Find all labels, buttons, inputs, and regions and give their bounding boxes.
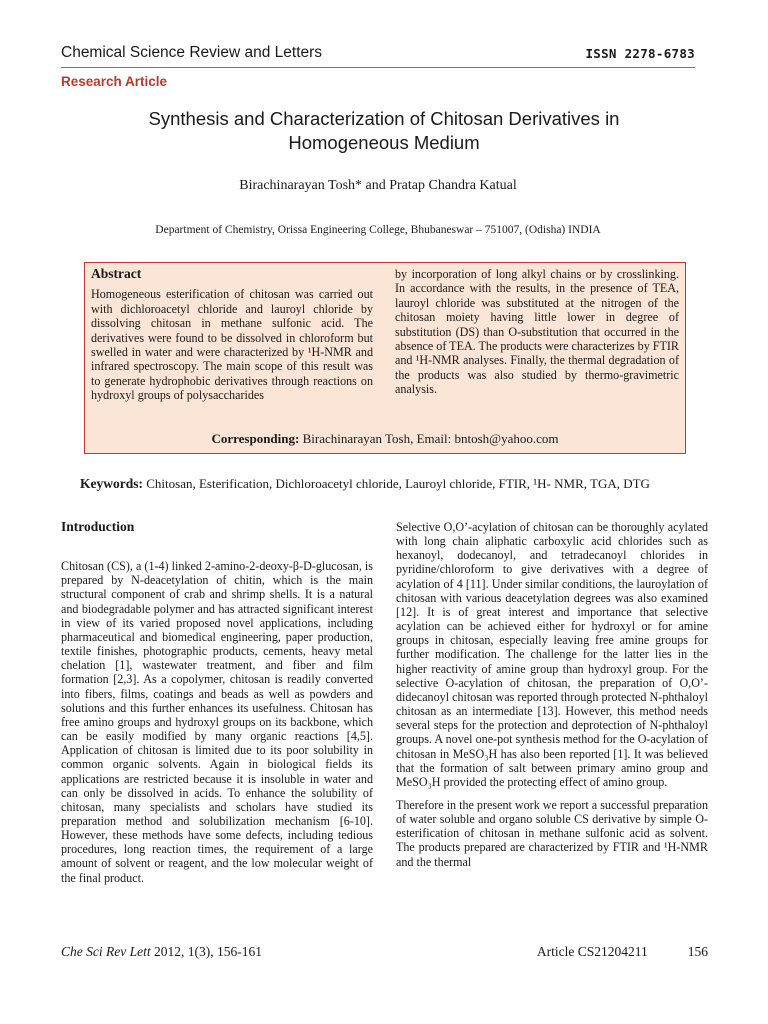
intro-paragraph-1: Chitosan (CS), a (1-4) linked 2-amino-2-deoxy-β-D-glucosan, is prepared by N-deacetylation of chitin, which is the main structural component of crab and shrimp shells. It is a natural and biodegradable polymer and has attracted significant interest in view of its varied proposed novel applications, including pharmaceutical and biomedical engineering, paper production, textile finishes, photographic products, cements, heavy metal chelation [1], wastewater treatment, and fiber and film formation [2,3]. As a copolymer, chitosan is readily converted into fibers, films, coatings and beads as well as powders and solutions and this further enhances its usefulness. Chitosan has free amino groups and hydroxyl groups on its backbone, which can be easily modified by many organic reactions [4,5]. Application of chitosan is limited due to its poor solubility in common organic solvents. Again in biological fields its applications are restricted because it is insoluble in water and can only be dissolved in acids. To enhance the solubility of chitosan, many specialists and scholars have studied its preparation method and solubilization mechanism [6-10]. However, these methods have some defects, including tedious procedures, long reaction times, the requirement of a large amount of solvent or reagent, and the low molecular weight of the final product. <box>61 559 373 885</box>
keywords-label: Keywords: <box>80 476 143 491</box>
body-left-column <box>61 520 373 885</box>
intro-paragraph-2: Selective O,O’-acylation of chitosan can be thoroughly acylated with long chain aliphatic carboxylic acid chlorides such as hexanoyl, dodecanoyl, and tetradecanoyl chlorides in pyridine/chloroform to give derivatives with a degree of acylation of 4 [11]. Under similar conditions, the lauroylation of chitosan with various deacetylation degrees was also examined [12]. It is of great interest and importance that selective acylation can be achieved either for hydroxyl or for amine groups in chitosan, especially leaving free amine groups for further modification. The challenge for the latter lies in the higher reactivity of amine group than hydroxyl group. For the selective O-acylation of chitosan, the preparation of O,O’- didecanoyl chitosan was reported through protected N-phthaloyl chitosan as an intermediate [13]. However, this method needs several steps for the protection and deprotection of N-phthaloyl groups. A novel one-pot synthesis method for the O-acylation of chitosan in MeSO₃H has also been reported [1]. It was believed that the formation of salt between primary amino group and MeSO₃H provided the protecting effect of amino group. <box>396 520 708 789</box>
abstract-text-left: Homogeneous esterification of chitosan was carried out with dichloroacetyl chloride and lauroyl chloride by dissolving chitosan in methane sulfonic acid. The derivatives were found to be dissolved in chloroform but swelled in water and were characterized by ¹H-NMR and infrared spectroscopy. The main scope of this result was to generate hydrophobic derivatives through reactions on hydroxyl groups of polysaccharides <box>91 287 373 403</box>
corresponding-email: Birachinarayan Tosh, Email: bntosh@yahoo.com <box>302 431 559 446</box>
corresponding-label: Corresponding: <box>211 431 300 446</box>
keywords <box>80 476 695 492</box>
citation-journal: Che Sci Rev Lett <box>61 944 151 959</box>
affiliation: Department of Chemistry, Orissa Engineering College, Bhubaneswar – 751007, (Odisha) INDIA <box>155 224 601 236</box>
paper-title: Synthesis and Characterization of Chitosan Derivatives in Homogeneous Medium <box>148 108 620 153</box>
corresponding-author <box>85 431 685 447</box>
footer-article-info <box>537 944 708 960</box>
keywords-text: Chitosan, Esterification, Dichloroacetyl chloride, Lauroyl chloride, FTIR, ¹H- NMR, TGA, DTG <box>146 476 650 491</box>
citation-details: 2012, 1(3), 156-161 <box>150 944 262 959</box>
abstract-text-right: by incorporation of long alkyl chains or by crosslinking. In accordance with the results, in the presence of TEA, lauroyl chloride was substituted at the nitrogen of the chitosan moiety having little lower in degree of substitution (DS) than O-substitution that occurred in the absence of TEA. The products were characterizes by FTIR and ¹H-NMR analyses. Finally, the thermal degradation of the products was also studied by thermo-gravimetric analysis. <box>395 267 679 397</box>
article-type: Research Article <box>61 74 168 89</box>
page-number: 156 <box>687 944 708 959</box>
abstract-box <box>84 262 686 454</box>
body-right-column <box>396 520 708 869</box>
intro-paragraph-3: Therefore in the present work we report a successful preparation of water soluble and organo soluble CS derivative by simple O-esterification of chitosan in methane sulfonic acid as solvent. The products prepared are characterized by FTIR and ¹H-NMR and the thermal <box>396 797 708 869</box>
issn-label: ISSN 2278-6783 <box>585 46 695 61</box>
abstract-right-column <box>395 267 679 397</box>
journal-name: Chemical Science Review and Letters <box>61 44 323 61</box>
footer-citation <box>61 944 262 960</box>
abstract-left-column <box>91 267 373 403</box>
article-id: Article CS21204211 <box>536 944 648 959</box>
author-list: Birachinarayan Tosh* and Pratap Chandra Katual <box>239 178 517 193</box>
introduction-heading: Introduction <box>61 519 135 534</box>
abstract-heading: Abstract <box>91 266 142 281</box>
header-rule <box>61 67 695 68</box>
